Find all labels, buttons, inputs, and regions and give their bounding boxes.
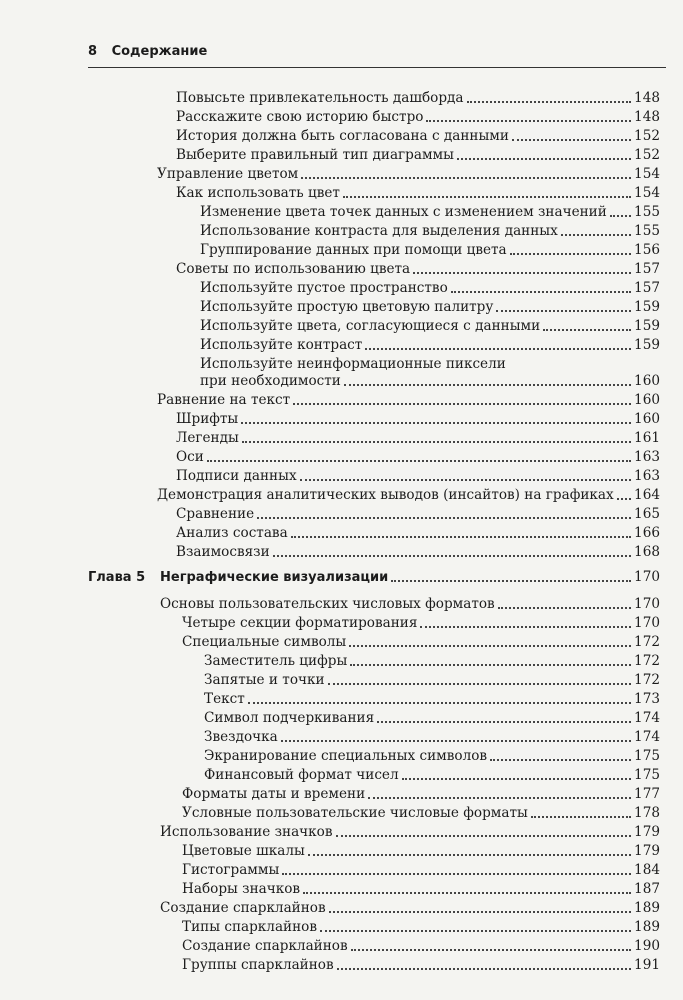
- chapter-title: Неграфические визуализации: [160, 570, 389, 585]
- dot-leader: [512, 139, 631, 141]
- toc-entry: [182, 784, 660, 802]
- toc-entry: [176, 447, 660, 465]
- toc-entry-page: 172: [634, 653, 660, 669]
- toc-entry-title: Шрифты: [176, 411, 239, 427]
- toc-entry-page: 159: [634, 318, 660, 334]
- dot-leader: [391, 580, 631, 582]
- toc-entry-page: 175: [634, 767, 660, 783]
- toc-entry-page: 187: [634, 881, 660, 897]
- toc-entry-page: 170: [634, 615, 660, 631]
- toc-entry: [176, 88, 660, 106]
- toc-entry-page: 154: [634, 185, 660, 201]
- dot-leader: [365, 348, 631, 350]
- chapter-label: Глава 5: [88, 570, 146, 585]
- toc-entry-page: 152: [634, 147, 660, 163]
- toc-entry-title: Использование значков: [160, 824, 333, 840]
- toc-entry: [176, 126, 660, 144]
- dot-leader: [543, 329, 631, 331]
- toc-entry-title: при необходимости: [200, 373, 341, 389]
- dot-leader: [610, 215, 631, 217]
- toc-entry-page: 175: [634, 748, 660, 764]
- dot-leader: [273, 555, 631, 557]
- dot-leader: [344, 384, 631, 386]
- header-rule: [88, 67, 666, 68]
- toc-entry: [182, 632, 660, 650]
- toc-entry-page: 161: [634, 430, 660, 446]
- toc-entry-title: Текст: [204, 691, 245, 707]
- toc-entry-page: 152: [634, 128, 660, 144]
- dot-leader: [467, 101, 632, 103]
- toc-entry: [182, 841, 660, 859]
- dot-leader: [281, 740, 631, 742]
- toc-entry: [176, 259, 660, 277]
- toc-entry-title: Как использовать цвет: [176, 185, 340, 201]
- toc-entry-title: Форматы даты и времени: [182, 786, 366, 802]
- toc-entry-page: 163: [634, 468, 660, 484]
- toc-entry-title: Используйте цвета, согласующиеся с данными: [200, 318, 541, 334]
- toc-entry-page: 190: [634, 938, 660, 954]
- dot-leader: [350, 664, 631, 666]
- toc-entry: [182, 803, 660, 821]
- toc-entry-title: Заместитель цифры: [204, 653, 348, 669]
- toc-entry-title: Оси: [176, 449, 204, 465]
- toc-entry-page: 157: [634, 280, 660, 296]
- dot-leader: [282, 873, 631, 875]
- dot-leader: [337, 968, 631, 970]
- toc-entry-page: 179: [634, 824, 660, 840]
- toc-entry-title: Экранирование специальных символов: [204, 748, 488, 764]
- toc-entry-title: Основы пользовательских числовых форматов: [160, 596, 495, 612]
- dot-leader: [257, 517, 631, 519]
- toc-entry-page: 165: [634, 506, 660, 522]
- toc-entry-title: Использование контраста для выделения данных: [200, 223, 558, 239]
- toc-entry: [176, 542, 660, 560]
- dot-leader: [426, 120, 631, 122]
- running-header: [88, 44, 648, 59]
- dot-leader: [496, 310, 631, 312]
- toc-entry-page: 157: [634, 261, 660, 277]
- toc-entry-title: Изменение цвета точек данных с изменением значений: [200, 204, 607, 220]
- toc-entry-page: 160: [634, 392, 660, 408]
- toc-entry-page: 155: [634, 223, 660, 239]
- toc-entry-page: 179: [634, 843, 660, 859]
- toc-entry-page: 189: [634, 900, 660, 916]
- toc-entry: [160, 594, 660, 612]
- toc-entry: [200, 297, 660, 315]
- toc-entry: [204, 689, 660, 707]
- toc-entry-page: 168: [634, 544, 660, 560]
- toc-entry-title: Советы по использованию цвета: [176, 261, 411, 277]
- toc-entry-page: 189: [634, 919, 660, 935]
- dot-leader: [451, 291, 631, 293]
- page-number: 8: [88, 44, 98, 59]
- toc-entry: [182, 879, 660, 897]
- dot-leader: [300, 479, 631, 481]
- dot-leader: [207, 460, 631, 462]
- toc-entry-page: 170: [634, 596, 660, 612]
- toc-entry-title: Равнение на текст: [157, 392, 291, 408]
- dot-leader: [308, 854, 631, 856]
- toc-entry: [157, 390, 660, 408]
- toc-entry-page: 159: [634, 337, 660, 353]
- dot-leader: [320, 930, 631, 932]
- toc-entry-page: 184: [634, 862, 660, 878]
- toc-entry-title: Расскажите свою историю быстро: [176, 109, 424, 125]
- toc-entry: [200, 335, 660, 353]
- dot-leader: [490, 759, 631, 761]
- toc-entry: [176, 466, 660, 484]
- toc-entry-page: 160: [634, 411, 660, 427]
- toc-entry: [200, 278, 660, 296]
- toc-entry-title: Группы спарклайнов: [182, 957, 334, 973]
- toc-entry: [157, 485, 660, 503]
- toc-entry-title: Наборы значков: [182, 881, 301, 897]
- toc-entry-title: Используйте контраст: [200, 337, 363, 353]
- dot-leader: [241, 422, 631, 424]
- dot-leader: [291, 536, 631, 538]
- toc-entry-title: Анализ состава: [176, 525, 288, 541]
- toc-entry-page: 148: [634, 109, 660, 125]
- dot-leader: [531, 816, 631, 818]
- dot-leader: [328, 683, 632, 685]
- toc-entry-title: Сравнение: [176, 506, 255, 522]
- toc-entry-title: Типы спарклайнов: [182, 919, 318, 935]
- dot-leader: [343, 196, 631, 198]
- toc-entry-title: Условные пользовательские числовые форматы: [182, 805, 528, 821]
- dot-leader: [336, 835, 632, 837]
- toc-entry: [160, 822, 660, 840]
- toc-entry-page: 174: [634, 729, 660, 745]
- dot-leader: [402, 778, 631, 780]
- dot-leader: [248, 702, 631, 704]
- toc-entry-page: 155: [634, 204, 660, 220]
- toc-entry: [204, 708, 660, 726]
- toc-entry: [182, 613, 660, 631]
- toc-entry: [160, 898, 660, 916]
- toc-entry: [176, 504, 660, 522]
- toc-entry: [182, 955, 660, 973]
- toc-entry: [204, 746, 660, 764]
- dot-leader: [368, 797, 631, 799]
- dot-leader: [301, 177, 631, 179]
- toc-entry: [182, 936, 660, 954]
- toc-entry: [176, 428, 660, 446]
- toc-entry: [200, 221, 660, 239]
- toc-entry-page: 178: [634, 805, 660, 821]
- toc-entry: [176, 409, 660, 427]
- toc-entry-page: 172: [634, 634, 660, 650]
- chapter-page: 170: [634, 569, 660, 585]
- toc-entry-page: 164: [634, 487, 660, 503]
- toc-entry-title: История должна быть согласована с данными: [176, 128, 509, 144]
- toc-entry: [200, 240, 660, 258]
- toc-entry-page: 160: [634, 373, 660, 389]
- toc-entry-title: Взаимосвязи: [176, 544, 270, 560]
- toc-entry: [204, 727, 660, 745]
- toc-entry-title: Легенды: [176, 430, 239, 446]
- running-title: Содержание: [111, 44, 208, 59]
- toc-entry: [204, 765, 660, 783]
- toc-entry-title: Подписи данных: [176, 468, 297, 484]
- toc-entry-title: Используйте пустое пространство: [200, 280, 448, 296]
- toc-entry: [157, 164, 660, 182]
- toc-entry-page: 148: [634, 90, 660, 106]
- toc-entry-page: 159: [634, 299, 660, 315]
- dot-leader: [293, 403, 631, 405]
- toc-entry-page: 154: [634, 166, 660, 182]
- toc-entry-page: 156: [634, 242, 660, 258]
- toc-entry-title: Цветовые шкалы: [182, 843, 305, 859]
- toc-entry: [200, 371, 660, 389]
- toc-entry-page: 166: [634, 525, 660, 541]
- toc-entry: [182, 917, 660, 935]
- toc-entry-title: Звездочка: [204, 729, 278, 745]
- dot-leader: [561, 234, 631, 236]
- toc-entry-title: Повысьте привлекательность дашборда: [176, 90, 464, 106]
- toc-entry-page: 163: [634, 449, 660, 465]
- toc-entry-title: Специальные символы: [182, 634, 347, 650]
- toc-entry: [200, 202, 660, 220]
- toc-entry-title: Используйте неинформационные пиксели: [200, 356, 506, 372]
- toc-entry-title: Используйте простую цветовую палитру: [200, 299, 494, 315]
- toc-entry: [176, 183, 660, 201]
- toc-entry-title: Финансовый формат чисел: [204, 767, 399, 783]
- toc-entry-title: Управление цветом: [157, 166, 299, 182]
- toc-entry-page: 177: [634, 786, 660, 802]
- dot-leader: [303, 892, 631, 894]
- dot-leader: [329, 911, 631, 913]
- toc-entry-title: Демонстрация аналитических выводов (инсайтов) на графиках: [157, 487, 614, 503]
- toc-entry: [176, 107, 660, 125]
- dot-leader: [457, 158, 631, 160]
- toc-entry: [176, 523, 660, 541]
- toc-entry-page: 191: [634, 957, 660, 973]
- toc-entry: [176, 145, 660, 163]
- dot-leader: [413, 272, 631, 274]
- toc-entry: [200, 316, 660, 334]
- toc-entry-page: 174: [634, 710, 660, 726]
- toc-entry: [204, 651, 660, 669]
- toc-entry: [200, 354, 660, 372]
- toc-entry-title: Создание спарклайнов: [160, 900, 326, 916]
- dot-leader: [242, 441, 631, 443]
- toc-entry-page: 173: [634, 691, 660, 707]
- toc-entry-title: Выберите правильный тип диаграммы: [176, 147, 454, 163]
- toc-entry-page: 172: [634, 672, 660, 688]
- toc-entry: [182, 860, 660, 878]
- toc-entry-title: Создание спарклайнов: [182, 938, 348, 954]
- dot-leader: [510, 253, 631, 255]
- dot-leader: [377, 721, 631, 723]
- toc-entry-title: Запятые и точки: [204, 672, 325, 688]
- dot-leader: [351, 949, 631, 951]
- chapter-heading: [88, 567, 660, 585]
- dot-leader: [498, 607, 631, 609]
- toc-entry-title: Гистограммы: [182, 862, 280, 878]
- toc-entry: [204, 670, 660, 688]
- dot-leader: [349, 645, 631, 647]
- dot-leader: [420, 626, 631, 628]
- toc-entry-title: Символ подчеркивания: [204, 710, 375, 726]
- toc-entry-title: Группирование данных при помощи цвета: [200, 242, 507, 258]
- dot-leader: [617, 498, 631, 500]
- toc-entry-title: Четыре секции форматирования: [182, 615, 418, 631]
